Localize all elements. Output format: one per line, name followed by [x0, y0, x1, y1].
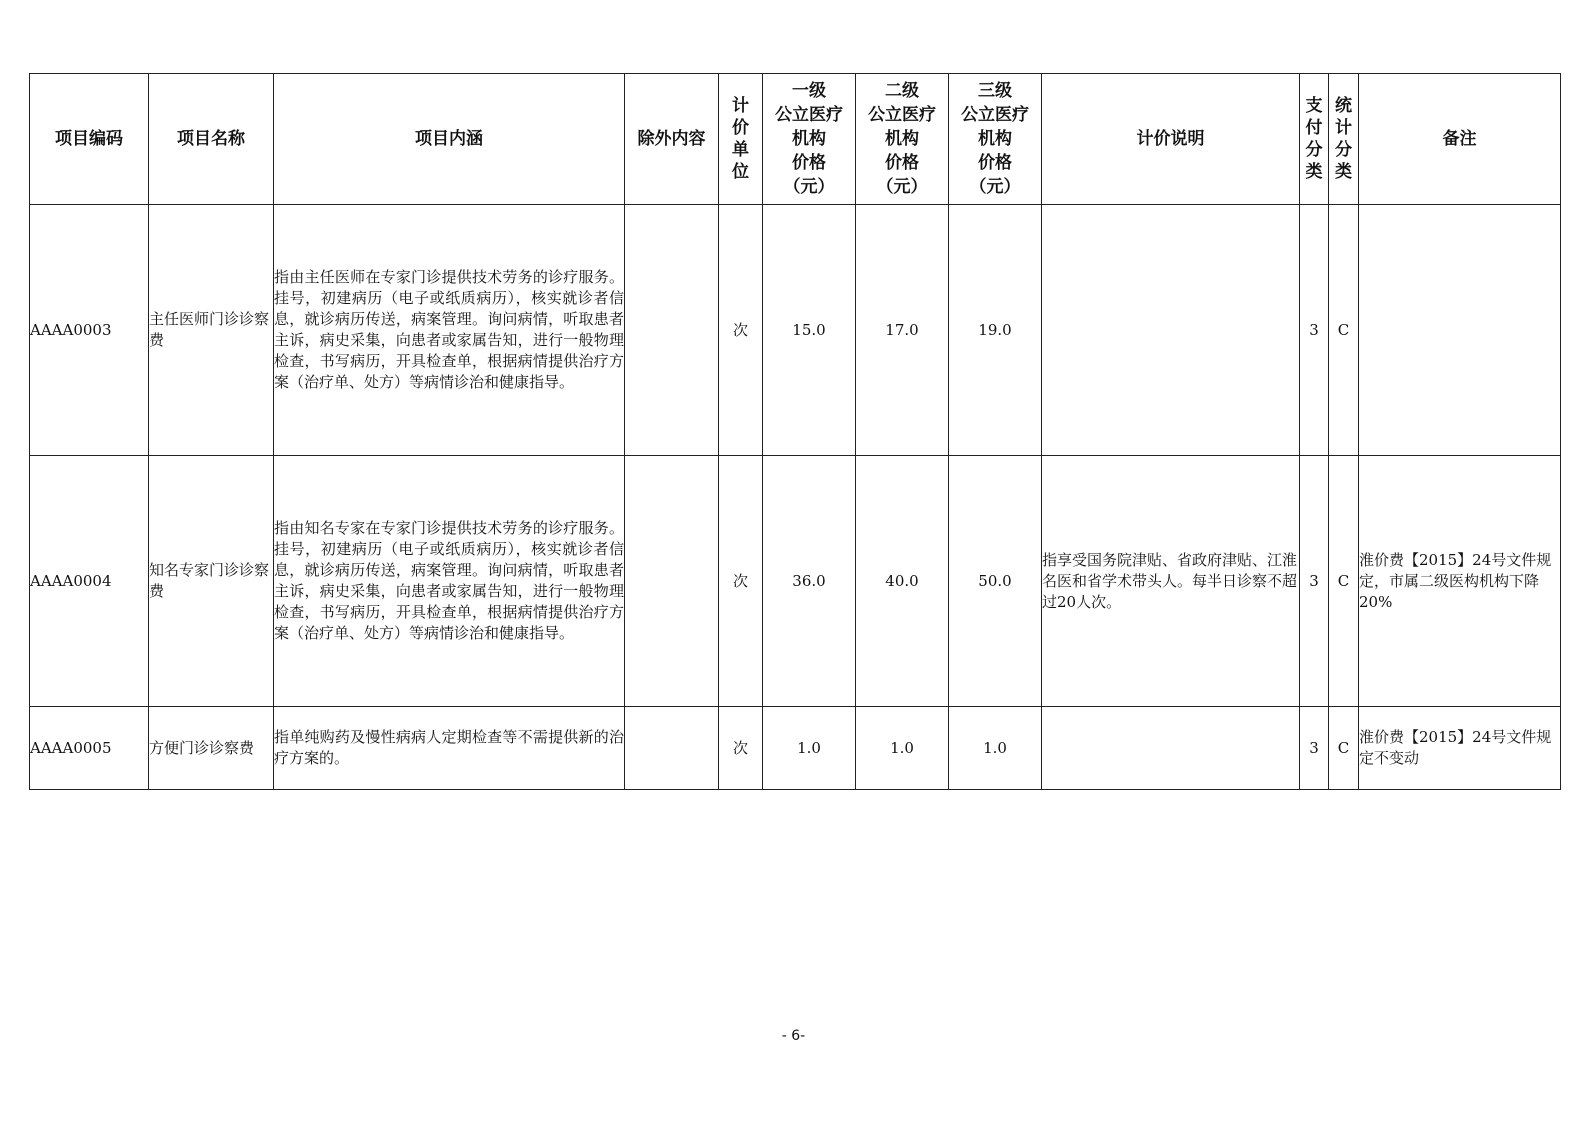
header-level3-line4: 价格	[978, 153, 1012, 173]
header-level1-line5: （元）	[783, 177, 835, 197]
cell-content: 指由知名专家在专家门诊提供技术劳务的诊疗服务。挂号，初建病历（电子或纸质病历），核实就诊者信息，就诊病历传送，病案管理。询问病情，听取患者主诉，病史采集，向患者或家属告知，进行一般物理检查，书写病历，开具检查单，根据病情提供治疗方案（治疗单、处方）等病情诊治和健康指导。	[274, 456, 625, 707]
cell-price-level2: 40.0	[856, 456, 949, 707]
table-row	[30, 205, 1561, 456]
header-level1-line1: 一级	[792, 81, 826, 101]
cell-stat: C	[1329, 456, 1359, 707]
cell-note: 指享受国务院津贴、省政府津贴、江淮名医和省学术带头人。每半日诊察不超过20人次。	[1042, 456, 1300, 707]
price-table	[29, 73, 1561, 790]
header-name: 项目名称	[149, 74, 274, 205]
cell-pay: 3	[1300, 205, 1329, 456]
header-note: 计价说明	[1042, 74, 1300, 205]
cell-price-level1: 15.0	[763, 205, 856, 456]
cell-code: AAAA0004	[30, 456, 149, 707]
header-level1-line2: 公立医疗	[775, 105, 843, 125]
header-unit-text: 计价单位	[732, 95, 749, 182]
header-content: 项目内涵	[274, 74, 625, 205]
cell-exclude	[625, 456, 719, 707]
cell-unit: 次	[719, 456, 763, 707]
cell-code: AAAA0003	[30, 205, 149, 456]
cell-name: 方便门诊诊察费	[149, 707, 274, 790]
cell-price-level1: 1.0	[763, 707, 856, 790]
table-header-row	[30, 74, 1561, 205]
header-level3-line1: 三级	[978, 81, 1012, 101]
header-level1-line4: 价格	[792, 153, 826, 173]
header-pay-text: 支付分类	[1305, 95, 1323, 182]
header-pay	[1300, 74, 1329, 205]
cell-remark: 淮价费【2015】24号文件规定不变动	[1359, 707, 1561, 790]
header-level2-line5: （元）	[876, 177, 928, 197]
cell-pay: 3	[1300, 707, 1329, 790]
price-table-sheet	[29, 73, 1560, 790]
page-number: - 6-	[781, 1028, 806, 1044]
cell-price-level2: 17.0	[856, 205, 949, 456]
cell-remark: 淮价费【2015】24号文件规定，市属二级医构机构下降20%	[1359, 456, 1561, 707]
header-level3-line3: 机构	[978, 129, 1012, 149]
cell-remark	[1359, 205, 1561, 456]
header-stat	[1329, 74, 1359, 205]
header-level3-line2: 公立医疗	[961, 105, 1029, 125]
cell-pay: 3	[1300, 456, 1329, 707]
table-row	[30, 456, 1561, 707]
cell-stat: C	[1329, 707, 1359, 790]
cell-price-level3: 1.0	[949, 707, 1042, 790]
table-row	[30, 707, 1561, 790]
cell-content: 指由主任医师在专家门诊提供技术劳务的诊疗服务。挂号，初建病历（电子或纸质病历），核实就诊者信息，就诊病历传送，病案管理。询问病情，听取患者主诉，病史采集，向患者或家属告知，进行一般物理检查，书写病历，开具检查单，根据病情提供治疗方案（治疗单、处方）等病情诊治和健康指导。	[274, 205, 625, 456]
header-remark: 备注	[1359, 74, 1561, 205]
cell-exclude	[625, 205, 719, 456]
cell-note	[1042, 205, 1300, 456]
cell-unit: 次	[719, 707, 763, 790]
header-level3-price	[949, 74, 1042, 205]
header-stat-text: 统计分类	[1335, 95, 1352, 182]
cell-exclude	[625, 707, 719, 790]
cell-price-level3: 19.0	[949, 205, 1042, 456]
cell-stat: C	[1329, 205, 1359, 456]
header-level2-price	[856, 74, 949, 205]
cell-price-level2: 1.0	[856, 707, 949, 790]
header-level3-line5: （元）	[969, 177, 1021, 197]
cell-code: AAAA0005	[30, 707, 149, 790]
cell-price-level1: 36.0	[763, 456, 856, 707]
cell-note	[1042, 707, 1300, 790]
cell-unit: 次	[719, 205, 763, 456]
cell-price-level3: 50.0	[949, 456, 1042, 707]
cell-name: 主任医师门诊诊察费	[149, 205, 274, 456]
header-level2-line2: 公立医疗	[868, 105, 936, 125]
header-code: 项目编码	[30, 74, 149, 205]
cell-content: 指单纯购药及慢性病病人定期检查等不需提供新的治疗方案的。	[274, 707, 625, 790]
header-unit	[719, 74, 763, 205]
cell-name: 知名专家门诊诊察费	[149, 456, 274, 707]
header-exclude: 除外内容	[625, 74, 719, 205]
header-level2-line3: 机构	[885, 129, 919, 149]
header-level2-line4: 价格	[885, 153, 919, 173]
header-level1-line3: 机构	[792, 129, 826, 149]
header-level2-line1: 二级	[885, 81, 919, 101]
header-level1-price	[763, 74, 856, 205]
